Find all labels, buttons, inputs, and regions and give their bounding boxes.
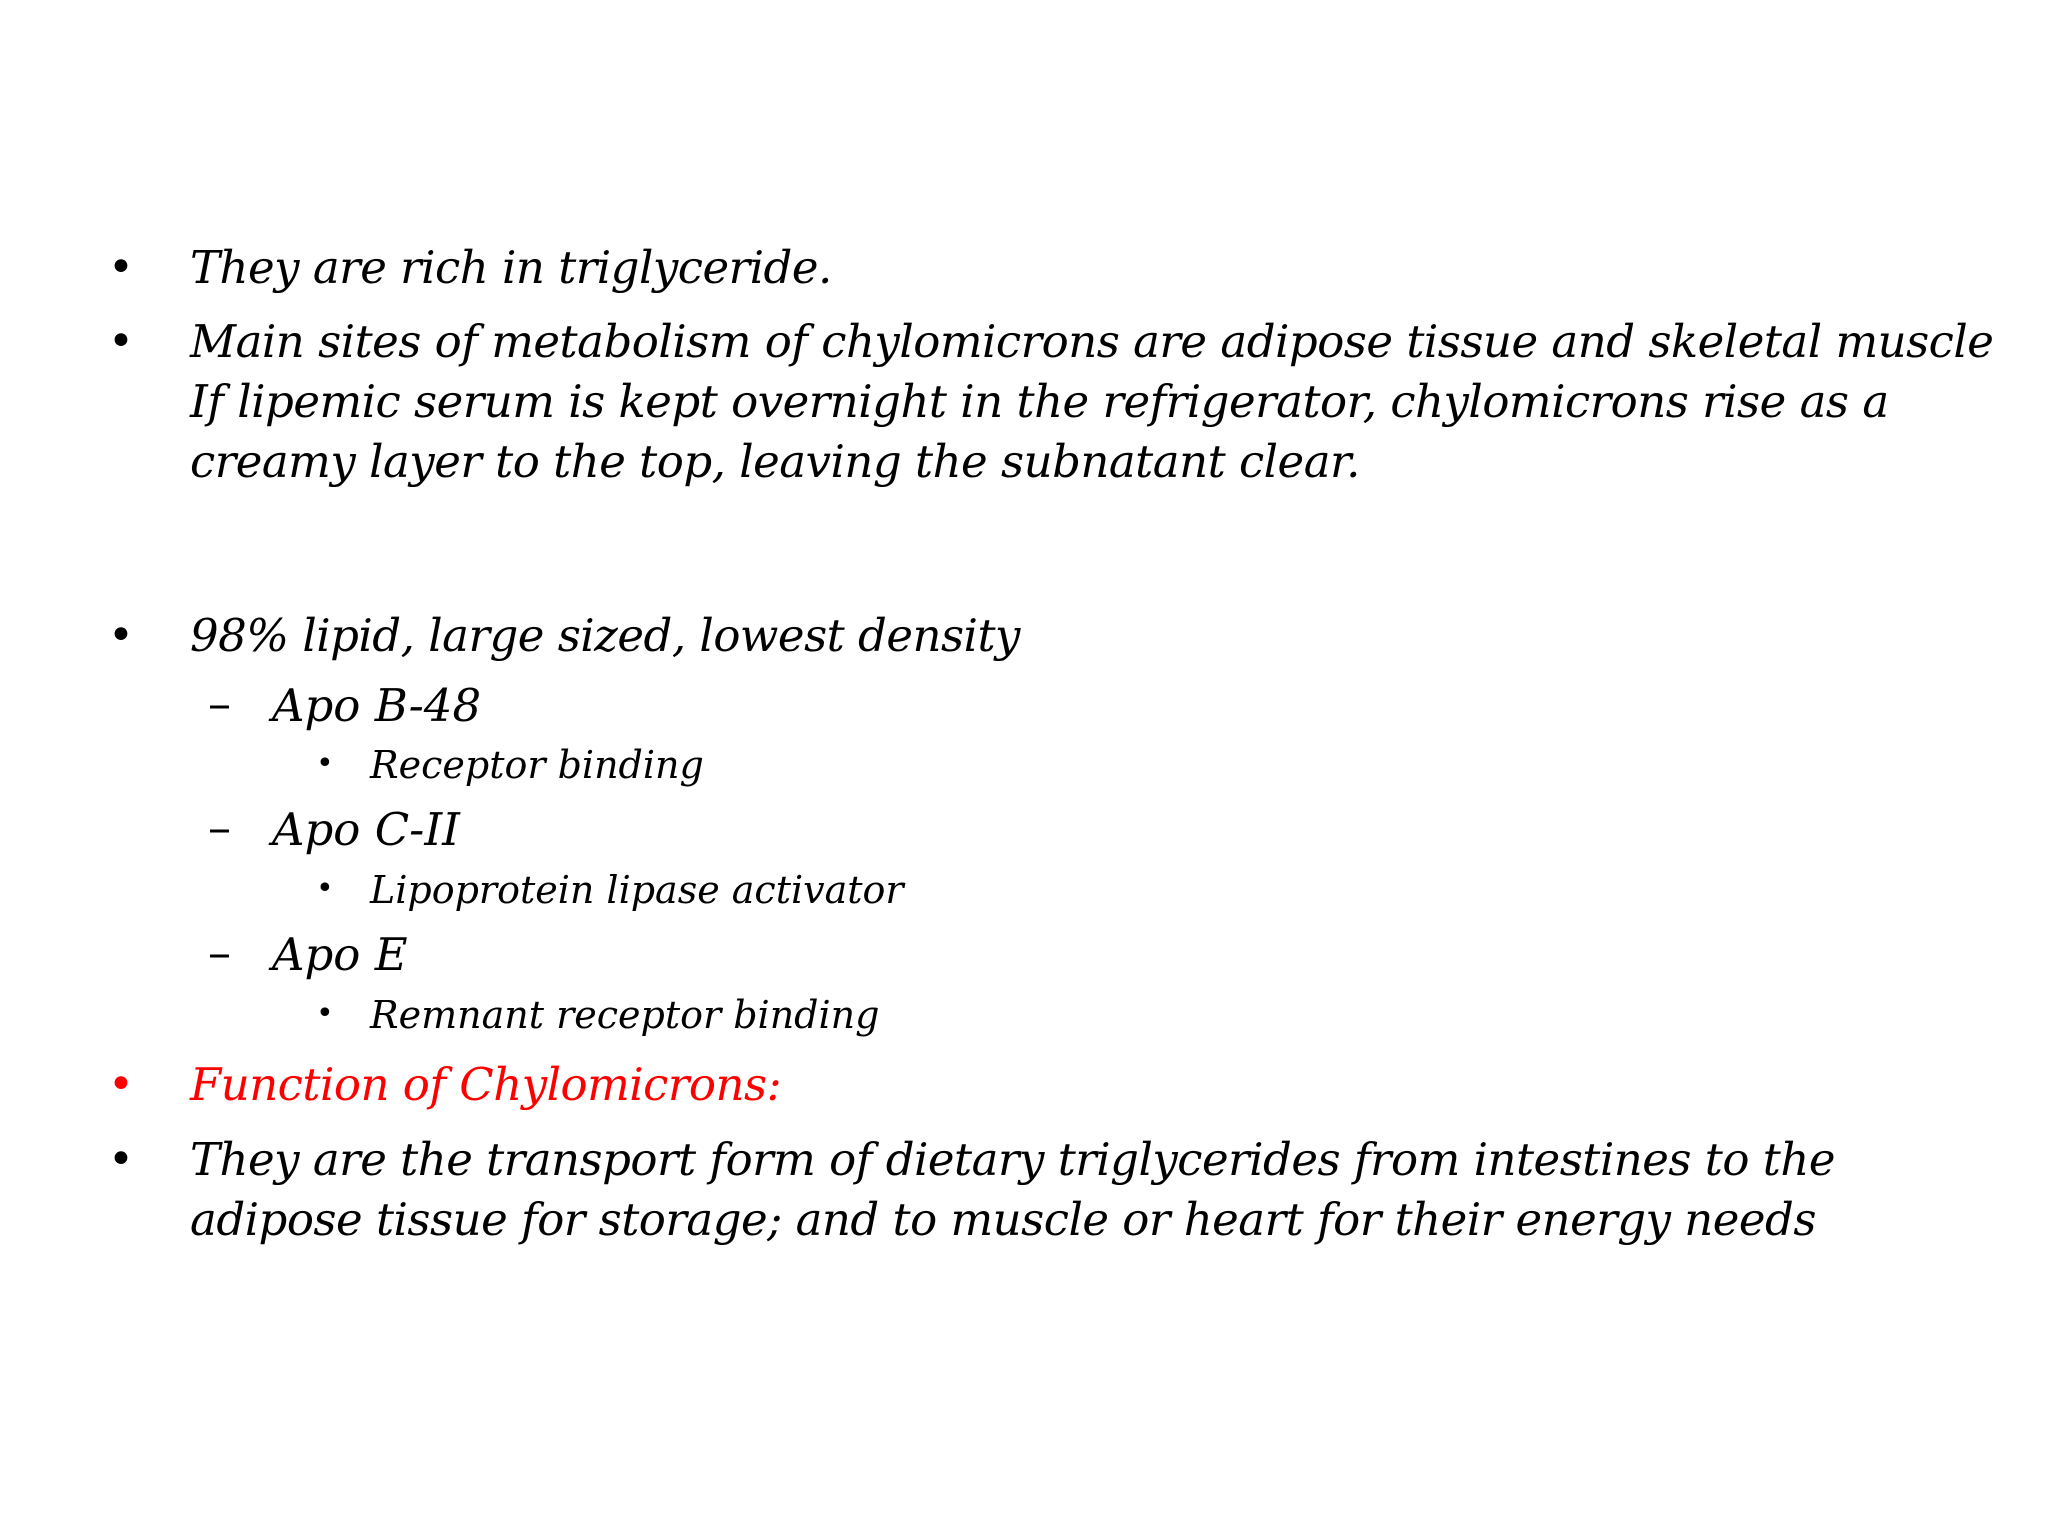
bullet-icon: •: [108, 242, 134, 293]
bullet-text: Function of Chylomicrons:: [190, 1058, 782, 1111]
bullet-text: 98% lipid, large sized, lowest density: [190, 609, 1020, 662]
bullet-text: They are rich in triglyceride.: [190, 241, 832, 294]
bullet-text-line-2: adipose tissue for storage; and to muscle or heart for their energy needs: [190, 1193, 1816, 1246]
subitem-text: Apo E: [272, 928, 408, 981]
detail-text: Receptor binding: [370, 743, 704, 787]
bullet-text-line-1: Main sites of metabolism of chylomicrons are adipose tissue and skeletal muscle: [190, 315, 1994, 368]
bullet-icon: •: [316, 871, 334, 906]
bullet-text-line-1: They are the transport form of dietary triglycerides from intestines to the: [190, 1133, 1835, 1186]
detail-text: Lipoprotein lipase activator: [370, 868, 904, 912]
bullet-icon: •: [316, 746, 334, 781]
bullet-icon: •: [316, 996, 334, 1031]
subitem-text: Apo B-48: [272, 679, 482, 732]
bullet-icon: •: [108, 1059, 134, 1110]
detail-text: Remnant receptor binding: [370, 993, 880, 1037]
dash-icon: –: [208, 800, 231, 854]
bullet-icon: •: [108, 1134, 134, 1185]
bullet-text-line-2: If lipemic serum is kept overnight in the refrigerator, chylomicrons rise as a: [190, 375, 1889, 428]
bullet-text-line-3: creamy layer to the top, leaving the subnatant clear.: [190, 435, 1360, 488]
bullet-icon: •: [108, 610, 134, 661]
dash-icon: –: [208, 676, 231, 730]
subitem-text: Apo C-II: [272, 803, 460, 856]
bullet-icon: •: [108, 316, 134, 367]
dash-icon: –: [208, 925, 231, 979]
